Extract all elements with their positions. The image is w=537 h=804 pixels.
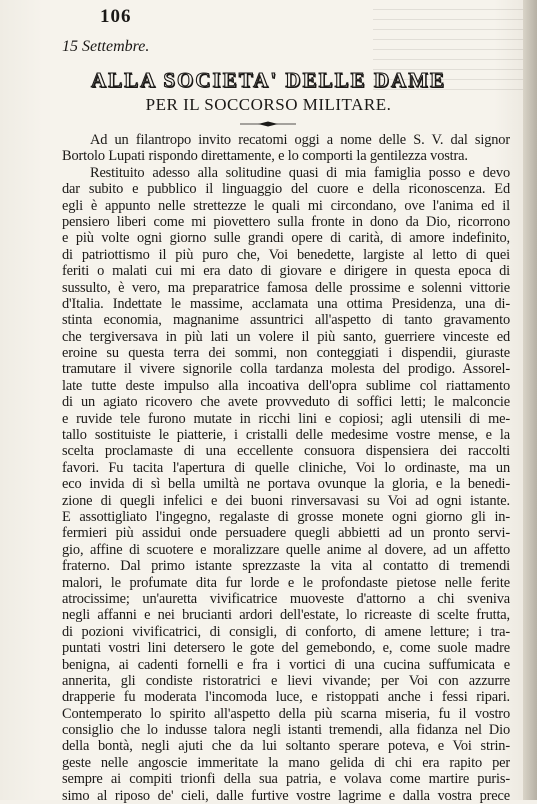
body-line: pensiero liberi come mi piovettero sulla fronte in dono da Dio, ricorrono (62, 213, 510, 230)
entry-date: 15 Settembre. (62, 38, 150, 55)
body-line: malori, le profumate dita fur lorde e le profondaste pietose nelle ferite (62, 574, 510, 591)
body-line: e ruvide tele furono mutate in ricchi lini e copiosi; agli utensili di me- (62, 410, 510, 427)
body-line: benigna, ai cadenti fornelli e fra i vortici di una cucina suffumicata e (62, 656, 510, 673)
body-line: sempre ai compiti trionfi della sua patria, e volava come martire puris- (62, 771, 510, 788)
body-line: eroine su questa terra dei sommi, non conteggiati i dispendii, giuraste (62, 345, 510, 362)
title-subtitle: PER IL SOCCORSO MILITARE. (145, 95, 392, 114)
body-line: fermieri più assidui onde persuadere quegli abbietti ad un pronto servi- (62, 525, 510, 542)
body-line: zione di quegli infelici e dei buoni rinversavasi su Voi ad ogni istante. (62, 492, 510, 509)
body-line: tramutare il vivere signorile colla tardanza molesta del prodigo. Assorel- (62, 361, 510, 378)
body-line: di pozioni vivificatrici, di consigli, di conforto, di amene letture; i tra- (62, 623, 510, 640)
body-line: Ad un filantropo invito recatomi oggi a nome delle S. V. dal signor (90, 132, 510, 148)
letter-body (62, 132, 510, 804)
body-line: scelta proclamaste di una eccellente consuora dispensiera dei raccolti (62, 443, 510, 460)
body-line: egli è appunto nelle strettezze le quali mi circondano, ove l'anima ed il (62, 197, 510, 214)
page-number: 106 (100, 6, 132, 27)
ornamental-rule (238, 120, 298, 128)
body-line: tallo sostituiste le piatterie, i cristalli delle medesime vostre mense, e la (62, 427, 510, 444)
body-line: drapperie fu moderata l'incomoda luce, e ristoppati anche i fessi ripari. (62, 689, 510, 706)
body-line: simo al riposo de' cieli, dalle furtive vostre lagrime e dalla vostra prece (62, 787, 510, 804)
body-line: gio, affine di scuotere e moralizzare quelle anime al dovere, ad un affetto (62, 541, 510, 558)
body-line: di patriottismo il più puro che, Voi benedette, largiste al letto di quei (62, 246, 510, 263)
body-line: annerita, gli condiste ristoratrici e lievi vivande; per Voi con azzurre (62, 672, 510, 689)
body-line: eco invida di sì bella umiltà ne portava ovunque la gloria, e la benedi- (62, 476, 510, 493)
body-line: dar subito e pubblico il linguaggio del cuore e della riconoscenza. Ed (62, 181, 510, 198)
body-line: consiglio che lo indusse talora negli istanti tremendi, alla fidanza nel Dio (62, 722, 510, 739)
body-line: E assottigliato l'ingegno, regalaste di grosse monete ogni giorno gli in- (62, 508, 510, 525)
body-line: della bontà, negli ajuti che da lui soltanto sperare poteva, e Voi strin- (62, 738, 510, 755)
body-line: geste nelle angoscie immeritate la mano gelida di chi era rapito per (62, 754, 510, 771)
body-line: atrocissime; un'auretta vivificatrice muoveste d'attorno a chi sveniva (62, 590, 510, 607)
body-line: stinta economia, magnanime assuntrici all'aspetto di tanto gravamento (62, 312, 510, 329)
title-decorative: ALLA SOCIETA' DELLE DAME (90, 68, 447, 92)
body-line: di un agiato ricovero che avete provveduto di soffici letti; le malconcie (62, 394, 510, 411)
body-line: che tergiversava in più lati un volere il più santo, guerriere vinceste ed (62, 328, 510, 345)
body-line: negli affanni e nei brucianti ardori dell'estate, lo ricreaste di scelte frutta, (62, 607, 510, 624)
body-line: fraterno. Dal primo istante sprezzaste la vita al contatto di tremendi (62, 558, 510, 575)
body-line: feriti o malati cui mi era dato di giovare e dirigere in questa epoca di (62, 263, 510, 280)
body-line: Bortolo Lupati rispondo direttamente, e lo comporti la gentilezza vostra. (62, 148, 468, 165)
body-line: favori. Fu tacita l'apertura di quelle cliniche, Voi lo ordinaste, ma un (62, 459, 510, 476)
body-line: d'Italia. Indettate le massime, acclamata una ottima Presidenza, una di- (62, 295, 510, 312)
body-line: Restituito adesso alla solitudine quasi di mia famiglia posso e devo (90, 164, 510, 181)
page-edge-shadow (523, 0, 537, 800)
body-line: sussulto, è vero, ma preparatrice famosa delle prossime e solenni vittorie (62, 279, 510, 296)
body-line: e più volte ogni giorno sulle grandi opere di carità, di amore indefinito, (62, 230, 510, 247)
body-line: late tutte deste impulso alla incoativa dell'opra sublime col riattamento (62, 377, 510, 394)
body-line: puntati vostri lini detersero le gote del gemebondo, e, come suole madre (62, 640, 510, 657)
body-line: Contemperato lo spirito all'aspetto della più scarna miseria, fu il vostro (62, 705, 510, 722)
